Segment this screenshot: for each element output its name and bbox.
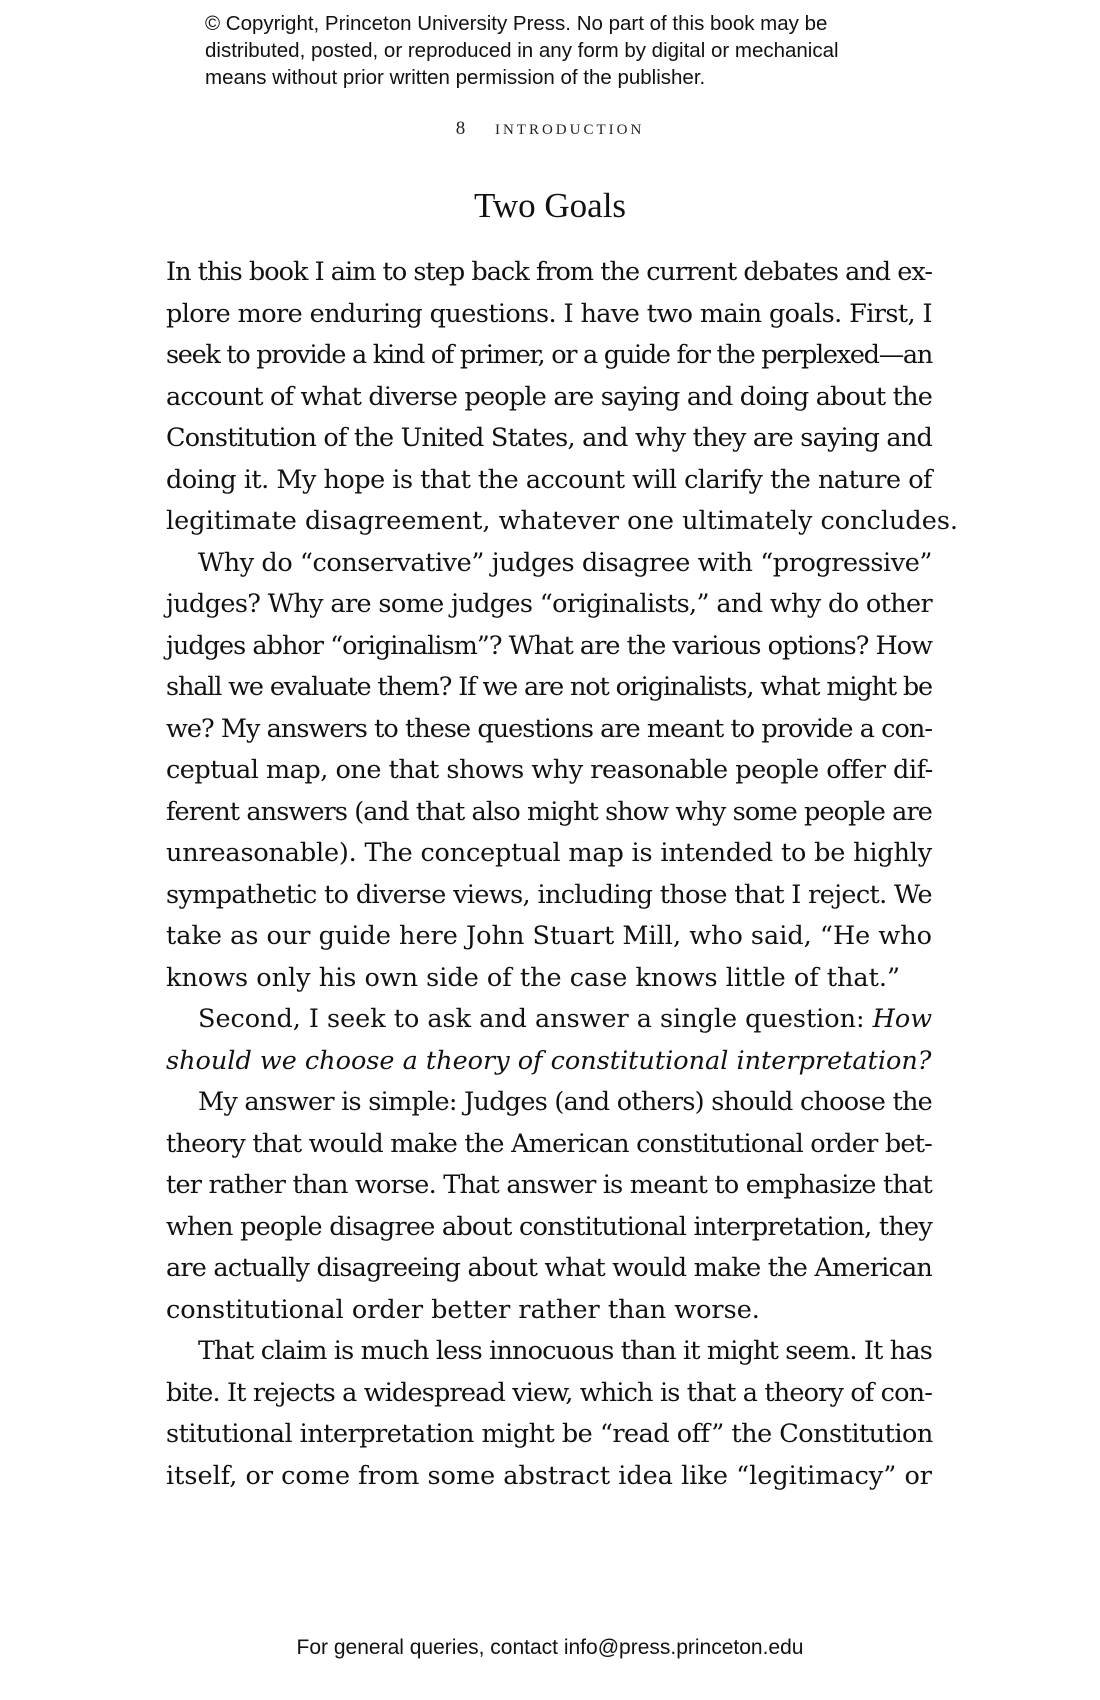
text-line — [166, 1207, 932, 1249]
text-line — [166, 792, 932, 834]
text-line-content: In this book I aim to step back from the current debates and ex- — [166, 257, 932, 287]
running-head — [0, 114, 1100, 140]
text-line — [166, 294, 932, 336]
text-line — [166, 916, 932, 958]
text-line-content: judges abhor “originalism”? What are the various options? How — [166, 630, 932, 661]
text-line — [166, 1082, 932, 1124]
text-line — [166, 1373, 932, 1415]
text-line — [166, 833, 932, 875]
text-line-content: ceptual map, one that shows why reasonable people offer dif- — [166, 755, 933, 785]
text-line — [166, 501, 959, 543]
text-line-content: when people disagree about constitutional interpretation, they — [166, 1211, 932, 1242]
text-line-content: shall we evaluate them? If we are not originalists, what might be — [166, 672, 932, 702]
footer-contact: For general queries, contact info@press.princeton.edu — [296, 1636, 804, 1659]
text-line-content: theory that would make the American constitutional order bet- — [166, 1128, 932, 1159]
text-line — [166, 584, 932, 626]
text-line-content: Constitution of the United States, and why they are saying and — [166, 423, 932, 453]
text-line — [166, 1414, 932, 1456]
text-line-content: My answer is simple: Judges (and others) should choose the — [198, 1087, 932, 1117]
text-line-content: legitimate disagreement, whatever one ultimately concludes. — [166, 506, 959, 536]
text-line — [166, 1248, 932, 1290]
text-line — [166, 252, 932, 294]
text-line — [166, 709, 932, 751]
text-line — [166, 418, 932, 460]
text-line-content: Second, I seek to ask and answer a single question: — [198, 1004, 865, 1034]
text-line — [166, 1124, 932, 1166]
text-line — [166, 1456, 932, 1498]
text-line-content: ter rather than worse. That answer is meant to emphasize that — [166, 1170, 933, 1200]
text-line-content: plore more enduring questions. I have two main goals. First, I — [166, 298, 932, 329]
text-line — [166, 750, 932, 792]
text-line — [166, 875, 932, 917]
text-line-content: take as our guide here John Stuart Mill, who said, “He who — [166, 921, 932, 951]
copyright-notice — [205, 10, 925, 91]
text-line-content: stitutional interpretation might be “read off” the Constitution — [166, 1419, 933, 1449]
text-line-content: itself, or come from some abstract idea like “legitimacy” or — [166, 1460, 932, 1491]
text-line — [166, 460, 932, 502]
page-number: 8 — [455, 118, 466, 139]
text-line-content: doing it. My hope is that the account will clarify the nature of — [166, 464, 932, 495]
copyright-line: means without prior written permission of the publisher. — [205, 66, 706, 89]
text-line — [166, 1041, 932, 1083]
text-line-content: should we choose a theory of constitutional interpretation? — [166, 1045, 932, 1076]
text-line-content: Why do “conservative” judges disagree with “progressive” — [198, 547, 932, 578]
section-title: Two Goals — [473, 186, 627, 225]
copyright-line: © Copyright, Princeton University Press. No part of this book may be — [205, 12, 828, 35]
text-line — [166, 1165, 932, 1207]
copyright-line: distributed, posted, or reproduced in any form by digital or mechanical — [205, 39, 839, 62]
text-line — [166, 377, 932, 419]
text-line-content: we? My answers to these questions are meant to provide a con- — [166, 713, 932, 744]
text-line-content: seek to provide a kind of primer, or a guide for the perplexed—an — [166, 340, 932, 370]
text-line-content: constitutional order better rather than worse. — [166, 1294, 760, 1325]
text-line — [166, 667, 932, 709]
text-line-content: judges? Why are some judges “originalists,” and why do other — [166, 589, 932, 619]
text-line-content: sympathetic to diverse views, including those that I reject. We — [166, 879, 932, 910]
text-line — [166, 1290, 932, 1332]
text-line-content: knows only his own side of the case knows little of that.” — [166, 962, 901, 993]
text-line-content: unreasonable). The conceptual map is intended to be highly — [166, 838, 932, 868]
text-line — [166, 626, 932, 668]
running-head-section: introduction — [494, 114, 645, 139]
text-line-content: bite. It rejects a widespread view, which is that a theory of con- — [166, 1377, 932, 1408]
text-line — [166, 958, 932, 1000]
text-line-content: are actually disagreeing about what would make the American — [166, 1253, 932, 1283]
text-line — [166, 543, 932, 585]
body-text — [166, 252, 959, 1497]
text-line — [166, 335, 932, 377]
text-line — [166, 1331, 932, 1373]
text-line — [166, 999, 932, 1041]
text-line-content: That claim is much less innocuous than it might seem. It has — [198, 1336, 932, 1366]
text-line-italic: How — [872, 1004, 933, 1034]
text-line-content: ferent answers (and that also might show why some people are — [166, 796, 932, 827]
text-line-content: account of what diverse people are saying and doing about the — [166, 381, 932, 412]
